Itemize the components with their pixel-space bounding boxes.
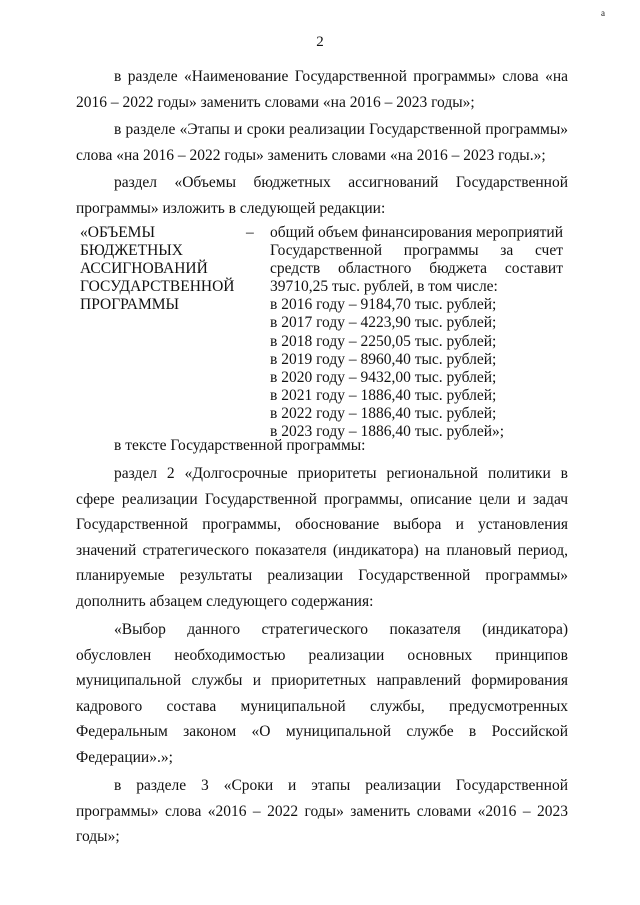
paragraph-5-text: раздел 2 «Долгосрочные приоритеты региональной политики в сфере реализации Государственной программы, описание цели и задач Государственной программы, обоснование выбора и установления значений стратегического показателя (индикатора) на плановый период, планируемые результаты реализации Государственной программы» дополнить абзацем следующего содержания: <box>76 465 568 610</box>
budget-year-row: в 2021 году – 1886,40 тыс. рублей; <box>270 386 497 404</box>
budget-intro-line: средств областного бюджета составит <box>270 260 563 278</box>
paragraph-7 <box>76 773 568 850</box>
budget-title-line: «ОБЪЕМЫ <box>80 224 155 241</box>
budget-intro-line: общий объем финансирования мероприятий <box>270 224 563 241</box>
corner-mark: a <box>601 8 605 18</box>
budget-total-line: 39710,25 тыс. рублей, в том числе: <box>270 278 498 296</box>
budget-title <box>80 224 245 314</box>
paragraph-6 <box>76 617 568 770</box>
budget-title-line: АССИГНОВАНИЙ <box>80 260 208 277</box>
budget-title-line: ГОСУДАРСТВЕННОЙ <box>80 278 235 295</box>
budget-title-line: ПРОГРАММЫ <box>80 296 180 313</box>
paragraph-3 <box>76 170 568 221</box>
budget-year-row: в 2018 году – 2250,05 тыс. рублей; <box>270 332 497 350</box>
budget-year-row: в 2020 году – 9432,00 тыс. рублей; <box>270 368 497 386</box>
paragraph-5 <box>76 461 568 614</box>
paragraph-4 <box>76 433 568 459</box>
budget-intro-line: Государственной программы за счет <box>270 242 563 260</box>
paragraph-6-text: «Выбор данного стратегического показателя (индикатора) обусловлен необходимостью реализации основных принципов муниципальной службы и приоритетных направлений формирования кадрового состава муниципальной службы, предусмотренных Федеральным законом «О муниципальной службе в Российской Федерации».»; <box>76 621 568 766</box>
paragraph-4-text: в тексте Государственной программы: <box>114 437 366 454</box>
page-number: 2 <box>316 34 324 50</box>
paragraph-1-text: в разделе «Наименование Государственной программы» слова «на 2016 – 2022 годы» заменить словами «на 2016 – 2023 годы»; <box>76 68 568 111</box>
paragraph-2-text: в разделе «Этапы и сроки реализации Государственной программы» слова «на 2016 – 2022 годы» заменить словами «на 2016 – 2023 годы.»; <box>76 121 568 164</box>
budget-dash: – <box>246 224 254 241</box>
budget-year-row: в 2017 году – 4223,90 тыс. рублей; <box>270 314 497 332</box>
paragraph-2 <box>76 117 568 168</box>
paragraph-3-text: раздел «Объемы бюджетных ассигнований Государственной программы» изложить в следующей редакции: <box>76 174 568 217</box>
budget-title-line: БЮДЖЕТНЫХ <box>80 242 183 259</box>
paragraph-7-text: в разделе 3 «Сроки и этапы реализации Государственной программы» слова «2016 – 2022 годы» заменить словами «2016 – 2023 годы»; <box>76 777 568 845</box>
paragraph-1 <box>76 64 568 115</box>
budget-details <box>270 224 563 441</box>
budget-year-row: в 2019 году – 8960,40 тыс. рублей; <box>270 350 497 368</box>
budget-year-row: в 2022 году – 1886,40 тыс. рублей; <box>270 404 497 422</box>
budget-year-row: в 2016 году – 9184,70 тыс. рублей; <box>270 296 497 314</box>
budget-year-row: в 2023 году – 1886,40 тыс. рублей»; <box>270 423 505 441</box>
